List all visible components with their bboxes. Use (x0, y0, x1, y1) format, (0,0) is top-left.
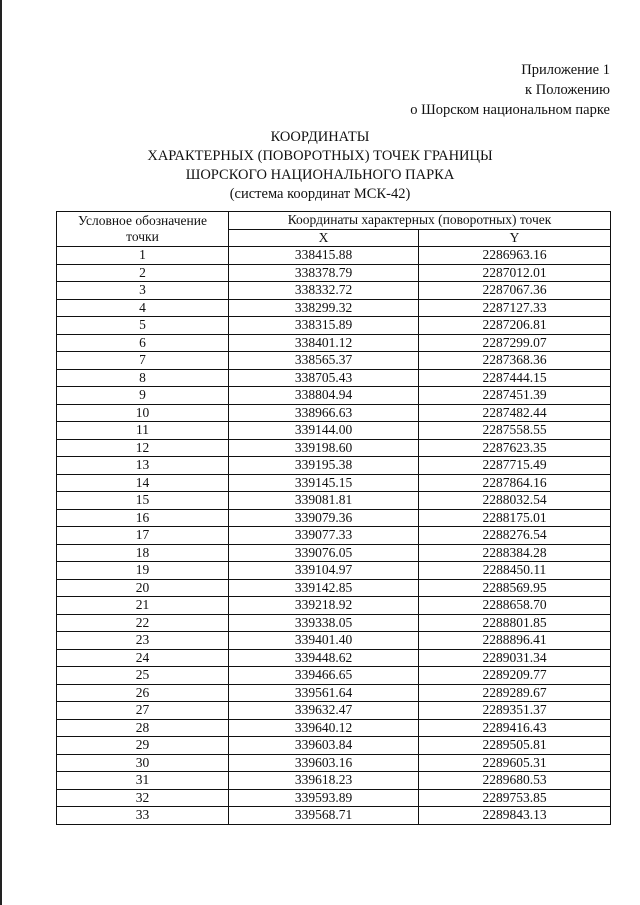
x-coordinate-cell: 338804.94 (229, 387, 419, 405)
point-number-cell: 5 (57, 317, 229, 335)
y-coordinate-cell: 2289209.77 (419, 667, 611, 685)
table-row (57, 509, 611, 527)
point-number-cell: 6 (57, 334, 229, 352)
x-coordinate-cell: 339077.33 (229, 527, 419, 545)
y-coordinate-cell: 2286963.16 (419, 247, 611, 265)
x-coordinate-cell: 338378.79 (229, 264, 419, 282)
table-body (57, 247, 611, 825)
appendix-note (410, 60, 610, 120)
title-line-1: КООРДИНАТЫ (270, 129, 370, 145)
table-row (57, 369, 611, 387)
x-coordinate-cell: 339142.85 (229, 579, 419, 597)
x-coordinate-cell: 339466.65 (229, 667, 419, 685)
y-coordinate-cell: 2288032.54 (419, 492, 611, 510)
y-coordinate-cell: 2289680.53 (419, 772, 611, 790)
x-coordinate-cell: 339198.60 (229, 439, 419, 457)
x-coordinate-cell: 339338.05 (229, 614, 419, 632)
table-row (57, 772, 611, 790)
table-row (57, 422, 611, 440)
table-row (57, 667, 611, 685)
y-coordinate-cell: 2288276.54 (419, 527, 611, 545)
y-coordinate-cell: 2288896.41 (419, 632, 611, 650)
point-number-cell: 27 (57, 702, 229, 720)
y-coordinate-cell: 2289031.34 (419, 649, 611, 667)
point-number-cell: 21 (57, 597, 229, 615)
table-row (57, 754, 611, 772)
table-row (57, 247, 611, 265)
x-coordinate-cell: 339144.00 (229, 422, 419, 440)
x-coordinate-cell: 339448.62 (229, 649, 419, 667)
point-number-cell: 18 (57, 544, 229, 562)
table-row (57, 719, 611, 737)
appendix-line-1: Приложение 1 (521, 62, 610, 78)
table-row (57, 649, 611, 667)
y-coordinate-cell: 2287715.49 (419, 457, 611, 475)
y-coordinate-cell: 2287623.35 (419, 439, 611, 457)
point-number-cell: 7 (57, 352, 229, 370)
y-coordinate-cell: 2287558.55 (419, 422, 611, 440)
y-coordinate-cell: 2287299.07 (419, 334, 611, 352)
x-coordinate-cell: 339076.05 (229, 544, 419, 562)
y-coordinate-cell: 2287444.15 (419, 369, 611, 387)
appendix-line-2: к Положению (525, 82, 610, 98)
point-number-cell: 14 (57, 474, 229, 492)
title-line-3: ШОРСКОГО НАЦИОНАЛЬНОГО ПАРКА (185, 167, 455, 183)
table-row (57, 264, 611, 282)
y-coordinate-cell: 2287368.36 (419, 352, 611, 370)
point-number-cell: 33 (57, 807, 229, 825)
table-row (57, 439, 611, 457)
x-coordinate-cell: 339079.36 (229, 509, 419, 527)
point-number-cell: 13 (57, 457, 229, 475)
x-coordinate-cell: 339195.38 (229, 457, 419, 475)
point-number-cell: 23 (57, 632, 229, 650)
y-coordinate-cell: 2288450.11 (419, 562, 611, 580)
table-row (57, 579, 611, 597)
table-row (57, 614, 611, 632)
title-line-2: ХАРАКТЕРНЫХ (ПОВОРОТНЫХ) ТОЧЕК ГРАНИЦЫ (147, 148, 493, 164)
point-number-cell: 12 (57, 439, 229, 457)
y-coordinate-cell: 2287127.33 (419, 299, 611, 317)
y-coordinate-cell: 2289416.43 (419, 719, 611, 737)
table-row (57, 527, 611, 545)
point-number-cell: 32 (57, 789, 229, 807)
point-number-cell: 31 (57, 772, 229, 790)
point-number-cell: 19 (57, 562, 229, 580)
table-row (57, 702, 611, 720)
table-row (57, 737, 611, 755)
point-number-cell: 10 (57, 404, 229, 422)
point-number-cell: 20 (57, 579, 229, 597)
y-coordinate-cell: 2287067.36 (419, 282, 611, 300)
point-number-cell: 3 (57, 282, 229, 300)
x-coordinate-cell: 338299.32 (229, 299, 419, 317)
header-point-label-line-2: точки (126, 229, 159, 244)
y-coordinate-cell: 2289505.81 (419, 737, 611, 755)
x-coordinate-cell: 338332.72 (229, 282, 419, 300)
table-row (57, 334, 611, 352)
y-coordinate-cell: 2289753.85 (419, 789, 611, 807)
point-number-cell: 11 (57, 422, 229, 440)
y-coordinate-cell: 2287206.81 (419, 317, 611, 335)
table-row (57, 544, 611, 562)
y-coordinate-cell: 2287864.16 (419, 474, 611, 492)
point-number-cell: 9 (57, 387, 229, 405)
table-row (57, 597, 611, 615)
point-number-cell: 26 (57, 684, 229, 702)
table-row (57, 474, 611, 492)
table-row (57, 562, 611, 580)
point-number-cell: 29 (57, 737, 229, 755)
x-coordinate-cell: 339218.92 (229, 597, 419, 615)
point-number-cell: 25 (57, 667, 229, 685)
x-coordinate-cell: 339568.71 (229, 807, 419, 825)
table-header (57, 212, 611, 247)
x-coordinate-cell: 338705.43 (229, 369, 419, 387)
table-row (57, 632, 611, 650)
x-coordinate-cell: 339145.15 (229, 474, 419, 492)
table-row (57, 684, 611, 702)
appendix-line-3: о Шорском национальном парке (410, 102, 610, 118)
point-number-cell: 24 (57, 649, 229, 667)
point-number-cell: 4 (57, 299, 229, 317)
y-coordinate-cell: 2289289.67 (419, 684, 611, 702)
y-coordinate-cell: 2287451.39 (419, 387, 611, 405)
point-number-cell: 1 (57, 247, 229, 265)
y-coordinate-cell: 2287012.01 (419, 264, 611, 282)
point-number-cell: 16 (57, 509, 229, 527)
document-title (0, 128, 640, 204)
y-coordinate-cell: 2288801.85 (419, 614, 611, 632)
point-number-cell: 30 (57, 754, 229, 772)
x-coordinate-cell: 339593.89 (229, 789, 419, 807)
x-coordinate-cell: 339603.84 (229, 737, 419, 755)
point-number-cell: 8 (57, 369, 229, 387)
y-coordinate-cell: 2288569.95 (419, 579, 611, 597)
table-row (57, 789, 611, 807)
point-number-cell: 17 (57, 527, 229, 545)
x-coordinate-cell: 338966.63 (229, 404, 419, 422)
x-coordinate-cell: 339632.47 (229, 702, 419, 720)
x-coordinate-cell: 339618.23 (229, 772, 419, 790)
x-coordinate-cell: 338415.88 (229, 247, 419, 265)
table-row (57, 352, 611, 370)
table-row (57, 282, 611, 300)
table-row (57, 299, 611, 317)
table-row (57, 807, 611, 825)
x-coordinate-cell: 339603.16 (229, 754, 419, 772)
y-coordinate-cell: 2289605.31 (419, 754, 611, 772)
x-coordinate-cell: 339640.12 (229, 719, 419, 737)
table-row (57, 404, 611, 422)
point-number-cell: 2 (57, 264, 229, 282)
x-coordinate-cell: 339081.81 (229, 492, 419, 510)
x-coordinate-cell: 338315.89 (229, 317, 419, 335)
point-number-cell: 15 (57, 492, 229, 510)
x-coordinate-cell: 339401.40 (229, 632, 419, 650)
table-row (57, 457, 611, 475)
y-coordinate-cell: 2288175.01 (419, 509, 611, 527)
point-number-cell: 22 (57, 614, 229, 632)
x-coordinate-cell: 338565.37 (229, 352, 419, 370)
header-point-label (57, 212, 229, 247)
table-row (57, 387, 611, 405)
header-coordinates: Координаты характерных (поворотных) точек (229, 212, 611, 230)
point-number-cell: 28 (57, 719, 229, 737)
header-y: Y (419, 229, 611, 247)
header-x: X (229, 229, 419, 247)
y-coordinate-cell: 2289843.13 (419, 807, 611, 825)
table-row (57, 317, 611, 335)
title-line-4: (система координат МСК-42) (229, 186, 411, 202)
y-coordinate-cell: 2288384.28 (419, 544, 611, 562)
x-coordinate-cell: 339561.64 (229, 684, 419, 702)
header-point-label-line-1: Условное обозначение (78, 213, 207, 228)
x-coordinate-cell: 339104.97 (229, 562, 419, 580)
coordinates-table (56, 211, 611, 825)
table-row (57, 492, 611, 510)
y-coordinate-cell: 2287482.44 (419, 404, 611, 422)
y-coordinate-cell: 2288658.70 (419, 597, 611, 615)
x-coordinate-cell: 338401.12 (229, 334, 419, 352)
y-coordinate-cell: 2289351.37 (419, 702, 611, 720)
